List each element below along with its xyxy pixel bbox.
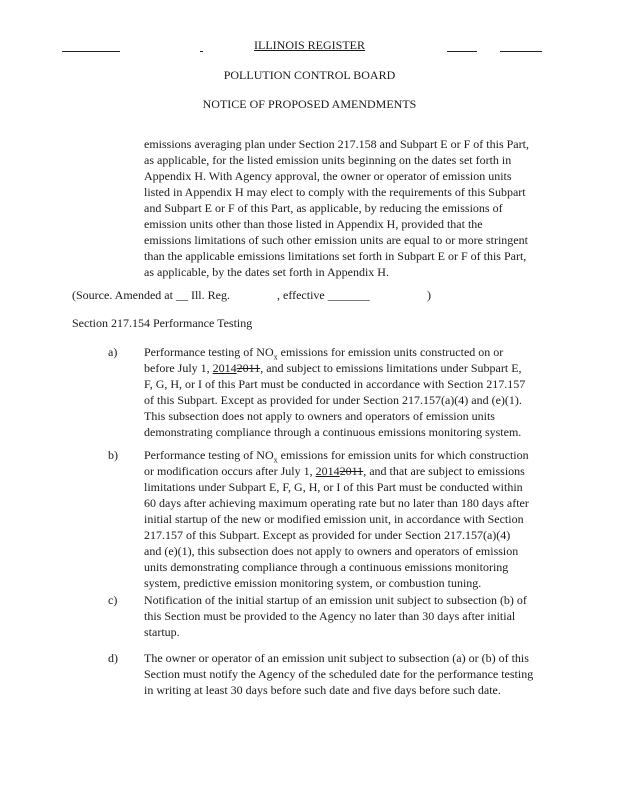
intro-line: as applicable, for the listed emission units beginning on the dates set forth in [144, 153, 512, 167]
subsection-line: limitations under Subpart E, F, G, H, or I of this Part must be conducted within [144, 480, 523, 494]
subsection-line: Performance testing of $NO_x$ emissions for emission units constructed on or [144, 345, 504, 362]
subsection-line: initial startup of the new or modified emission unit, in accordance with Section [144, 512, 524, 526]
intro-line: emissions averaging plan under Section 217.158 and Subpart E or F of this Part, [144, 137, 529, 151]
source-note-part1: (Source. Amended at __ Ill. Reg. [72, 288, 230, 302]
subsection-line: 60 days after achieving maximum operating rate but no later than 180 days after [144, 496, 529, 510]
subsection-b-label: b) [108, 448, 118, 462]
subsection-line: Notification of the initial startup of an emission unit subject to subsection (b) of [144, 593, 527, 607]
intro-line: listed in Appendix H may elect to comply with the requirements of this Subpart [144, 185, 526, 199]
subsection-c-label: c) [108, 593, 118, 607]
subsection-d-text [144, 650, 533, 698]
subsection-line: system, predictive emission monitoring system, or combustion tuning. [144, 576, 482, 590]
inserted-year: 2014 [212, 361, 237, 375]
intro-line: and Subpart E or F of this Part, as applicable, by reducing the emissions of [144, 201, 503, 215]
deleted-year: 2011 [339, 464, 364, 478]
subsection-b-text [144, 447, 529, 591]
subsection-line: 217.157 of this Subpart. Except as provided for under Section 217.157(a)(4) [144, 528, 511, 542]
deleted-year: 2011 [236, 361, 261, 375]
subsection-line: this Section must be provided to the Agency no later than 30 days after initial [144, 609, 516, 623]
intro-line: Appendix H. With Agency approval, the owner or operator of emission units [144, 169, 512, 183]
subsection-line: The owner or operator of an emission unit subject to subsection (a) or (b) of this [144, 651, 529, 665]
source-note-part2: , effective _______ [277, 288, 370, 302]
source-note-part3: ) [427, 288, 431, 302]
subsection-a-label: a) [108, 345, 118, 359]
subsection-line: or modification occurs after July 1, 20142011, and that are subject to emissions [144, 464, 525, 478]
subsection-line: F, G, H, or I of this Part must be conducted in accordance with Section 217.157 [144, 377, 526, 391]
subsection-line: This subsection does not apply to owners and operators of emission units [144, 409, 495, 423]
subsection-line: in writing at least 30 days before such date and five days before such date. [144, 683, 501, 697]
intro-line: emission units other than those listed in Appendix H, provided that the [144, 217, 483, 231]
subsection-line: and (e)(1), this subsection does not apply to owners and operators of emission [144, 544, 519, 558]
inserted-year: 2014 [315, 464, 340, 478]
subsection-line: units demonstrating compliance through a continuous emissions monitoring [144, 560, 509, 574]
register-title: ILLINOIS REGISTER [254, 38, 365, 52]
subsection-a-text [144, 344, 525, 440]
header-rule-right-1 [447, 51, 477, 52]
intro-line: emissions limitations of such other emission units are equal to or more stringent [144, 233, 528, 247]
subsection-line: before July 1, 20142011, and subject to emissions limitations under Subpart E, [144, 361, 522, 375]
intro-line: than the applicable emissions limitations set forth in Subpart E or F of this Part, [144, 249, 527, 263]
subsection-line: demonstrating compliance through a continuous emissions monitoring system. [144, 425, 522, 439]
intro-paragraph [144, 136, 529, 280]
subsection-d-label: d) [108, 651, 118, 665]
subsection-line: of this Subpart. Except as provided for under Section 217.157(a)(4) and (e)(1). [144, 393, 522, 407]
subsection-line: Performance testing of $NO_x$ emissions for emission units for which construction [144, 448, 529, 465]
source-note [72, 287, 492, 303]
subsection-c-text [144, 592, 527, 640]
subsection-line: startup. [144, 625, 180, 639]
section-heading: Section 217.154 Performance Testing [72, 316, 253, 330]
header-rule-right-2 [500, 51, 542, 52]
board-title: POLLUTION CONTROL BOARD [223, 68, 396, 82]
subsection-line: Section must notify the Agency of the scheduled date for the performance testing [144, 667, 534, 681]
notice-title: NOTICE OF PROPOSED AMENDMENTS [202, 97, 417, 111]
intro-line: as applicable, by the dates set forth in Appendix H. [144, 265, 389, 279]
